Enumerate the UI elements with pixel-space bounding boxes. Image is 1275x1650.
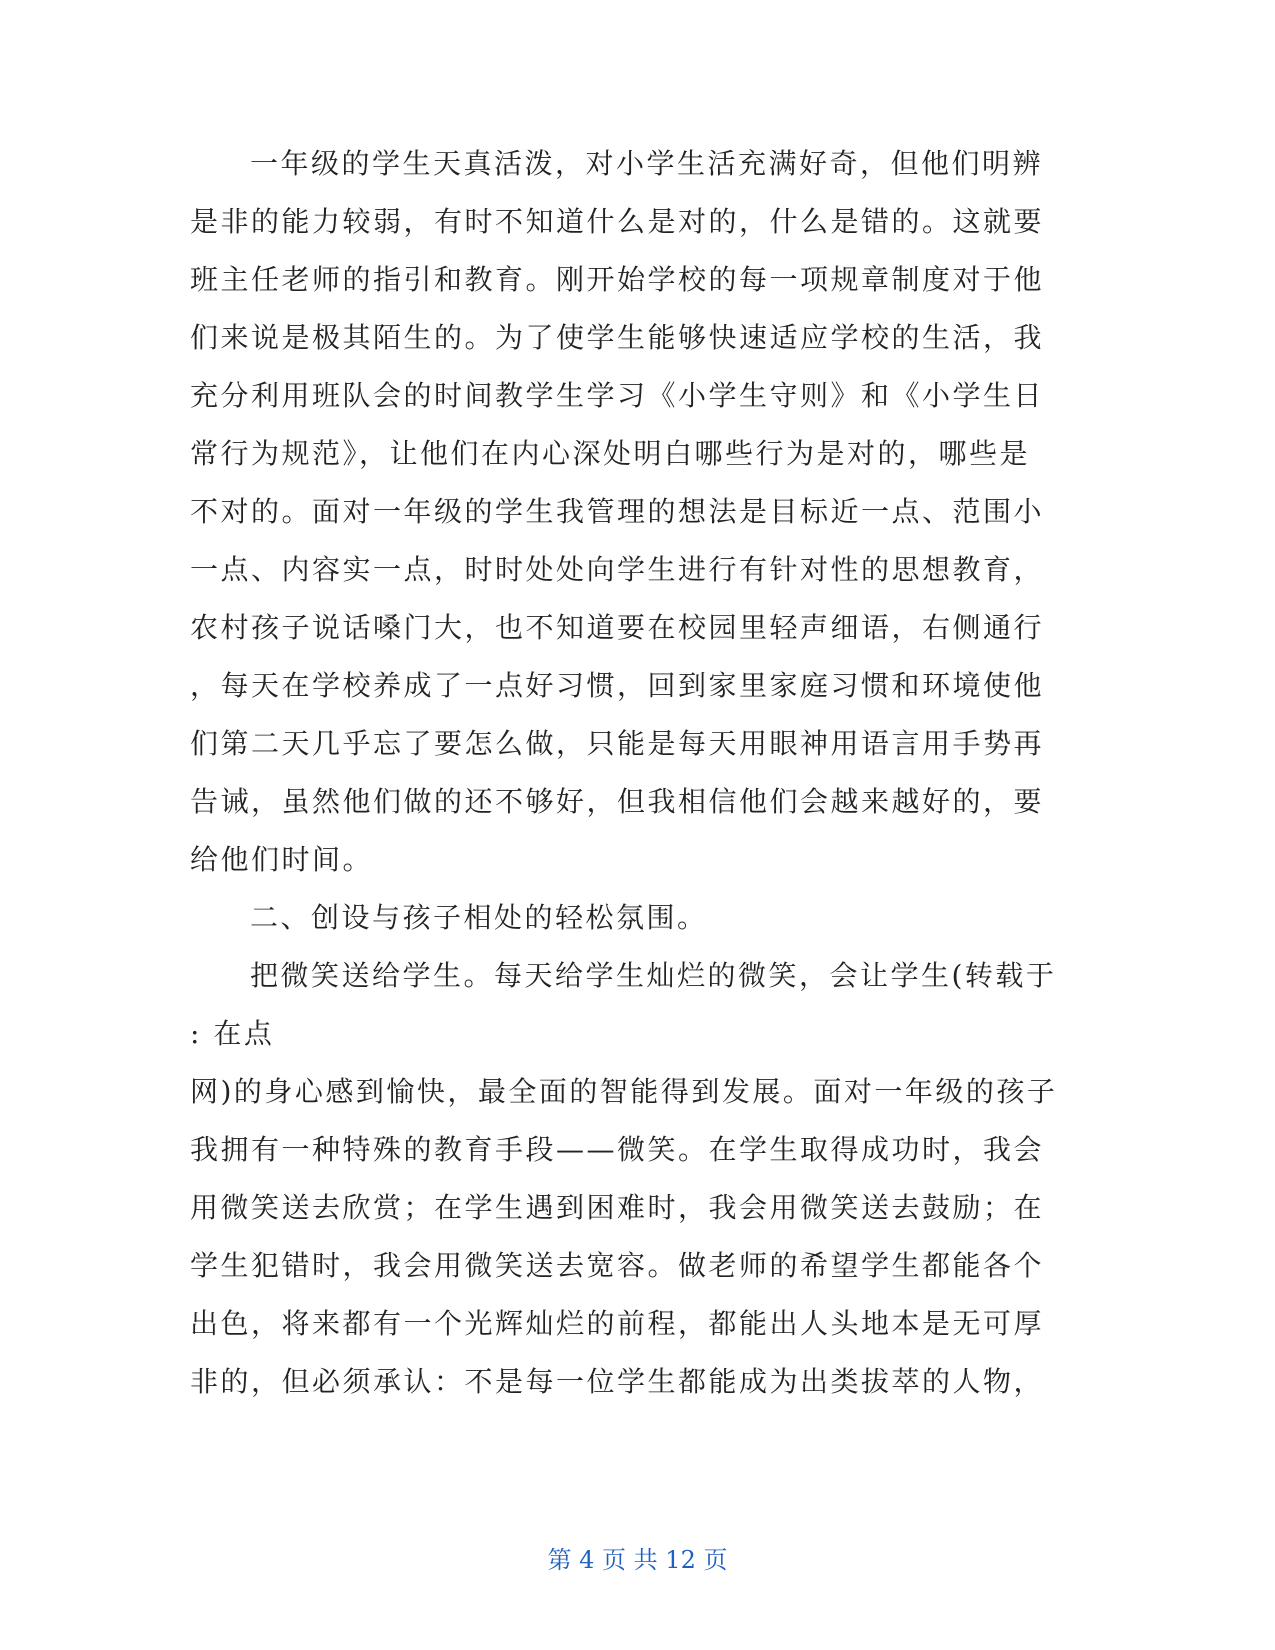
page-number-footer: 第 4 页 共 12 页: [547, 1546, 728, 1574]
paragraph-line: 用微笑送去欣赏；在学生遇到困难时，我会用微笑送去鼓励；在: [190, 1191, 1045, 1224]
paragraph-line: 一年级的学生天真活泼，对小学生活充满好奇，但他们明辨: [250, 147, 1044, 180]
paragraph-line: 们第二天几乎忘了要怎么做，只能是每天用眼神用语言用手势再: [190, 727, 1045, 760]
paragraph-line: 出色，将来都有一个光辉灿烂的前程，都能出人头地本是无可厚: [190, 1307, 1045, 1340]
section-heading: 二、创设与孩子相处的轻松氛围。: [250, 901, 708, 934]
paragraph-line: 班主任老师的指引和教育。刚开始学校的每一项规章制度对于他: [190, 263, 1045, 296]
paragraph-line: 一点、内容实一点，时时处处向学生进行有针对性的思想教育，: [190, 553, 1045, 586]
paragraph-line: 告诫，虽然他们做的还不够好，但我相信他们会越来越好的，要: [190, 785, 1045, 818]
paragraph-line: : 在点: [190, 1017, 275, 1050]
paragraph-line: 我拥有一种特殊的教育手段——微笑。在学生取得成功时，我会: [190, 1133, 1045, 1166]
paragraph-line: 学生犯错时，我会用微笑送去宽容。做老师的希望学生都能各个: [190, 1249, 1045, 1282]
paragraph-line: 是非的能力较弱，有时不知道什么是对的，什么是错的。这就要: [190, 205, 1045, 238]
paragraph-line: 把微笑送给学生。每天给学生灿烂的微笑，会让学生(转载于: [250, 959, 1057, 992]
paragraph-line: 农村孩子说话嗓门大，也不知道要在校园里轻声细语，右侧通行: [190, 611, 1045, 644]
paragraph-line: 常行为规范》，让他们在内心深处明白哪些行为是对的，哪些是: [190, 437, 1031, 470]
paragraph-line: 们来说是极其陌生的。为了使学生能够快速适应学校的生活，我: [190, 321, 1045, 354]
paragraph-line: 网)的身心感到愉快，最全面的智能得到发展。面对一年级的孩子: [190, 1075, 1058, 1108]
paragraph-line: 给他们时间。: [190, 843, 374, 876]
paragraph-line: ，每天在学校养成了一点好习惯，回到家里家庭习惯和环境使他: [190, 669, 1045, 702]
paragraph-line: 充分利用班队会的时间教学生学习《小学生守则》和《小学生日: [190, 379, 1045, 412]
paragraph-line: 非的，但必须承认：不是每一位学生都能成为出类拔萃的人物，: [190, 1365, 1045, 1398]
paragraph-line: 不对的。面对一年级的学生我管理的想法是目标近一点、范围小: [190, 495, 1045, 528]
